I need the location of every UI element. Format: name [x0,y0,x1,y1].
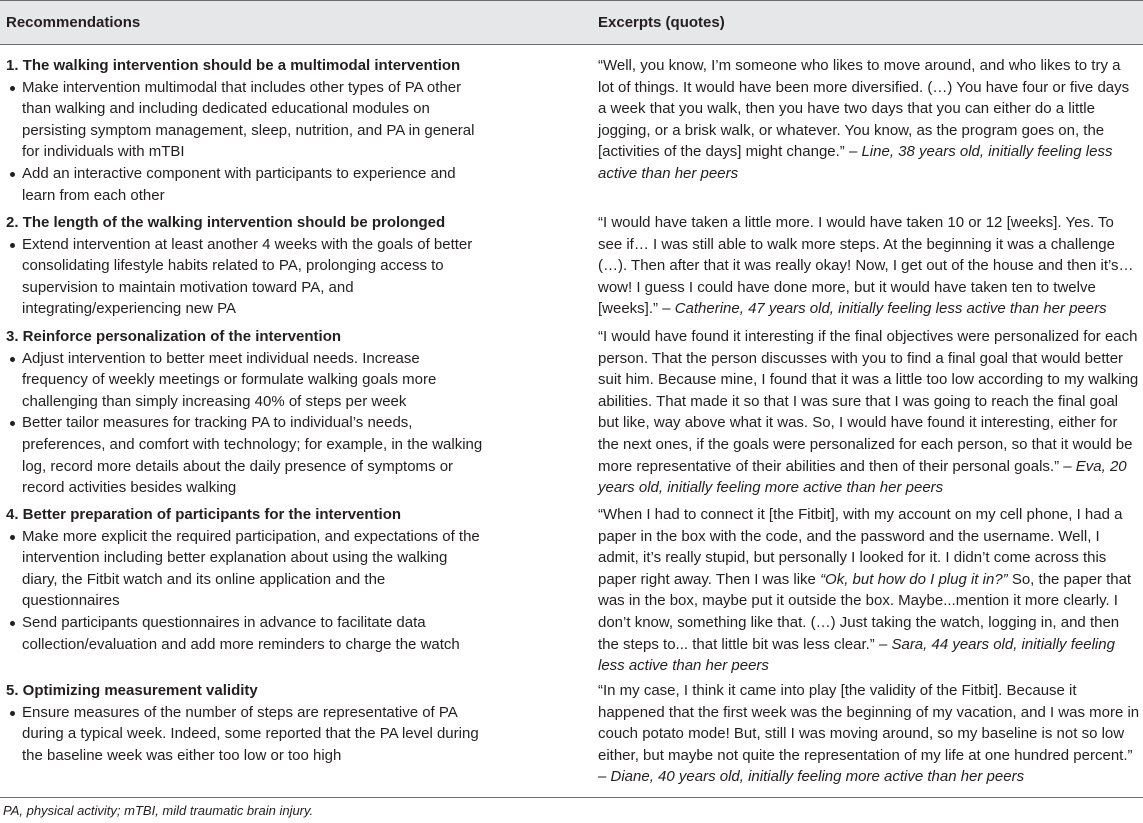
quote-emphasis: “Ok, but how do I plug it in?” [820,570,1008,588]
bullet-icon [10,535,15,540]
recommendation-title: 3. Reinforce personalization of the intervention [6,328,342,345]
recommendation-cell [6,326,486,499]
list-item: Better tailor measures for tracking PA to individual’s needs, preferences, and comfort with technology; for example, in the walking log, record more details about the daily presence of symptoms or record activities besides walking [6,412,486,498]
recommendation-cell [6,55,486,206]
recommendation-title: 2. The length of the walking intervention should be prolonged [6,214,446,231]
table-footnote: PA, physical activity; mTBI, mild traumatic brain injury. [3,803,314,818]
bullet-icon [10,421,15,426]
header-excerpts: Excerpts (quotes) [598,14,725,31]
quote-cell [598,504,1140,677]
quote-text: “Well, you know, I’m someone who likes to move around, and who likes to try a lot of things. It would have been more diversified. (…) You have four or five days a week that you walk, then you have two days that you can either do a little jogging, or a brisk walk, or whatever. You know, as the program goes on, the [activities of the days] might change.” – [598,57,1130,161]
bullet-icon [10,621,15,626]
recommendation-cell [6,212,486,320]
bullet-icon [10,243,15,248]
recommendation-cell [6,504,486,655]
bullet-icon [10,172,15,177]
table-bottom-rule [0,797,1143,798]
table-header [0,0,1143,45]
recommendation-title: 4. Better preparation of participants for the intervention [6,506,402,523]
bullet-icon [10,357,15,362]
quote-text: “In my case, I think it came into play [the validity of the Fitbit]. Because it happened that the first week was the beginning of my vacation, and I was more in couch potato mode! But, still I was moving around, so my baseline is not so low either, but maybe not quite the representation of my life at one hundred percent.” – [598,682,1140,786]
quote-text: “I would have found it interesting if the final objectives were personalized for each person. That the person discusses with you to find a final goal that would better suit him. Because mine, I found that it was a little too low according to my walking abilities. That made it so that I was sure that I was going to reach the final goal but like, way above what it was. So, I would have found it interesting, either for the next ones, if the goals were personalized for each person, so that it would be more representative of their abilities and then of their personal goals.” – [598,328,1139,475]
quote-attribution: Diane, 40 years old, initially feeling more active than her peers [610,768,1025,786]
quote-cell [598,212,1140,320]
quote-attribution: Catherine, 47 years old, initially feeling less active than her peers [674,300,1107,318]
list-item: Extend intervention at least another 4 weeks with the goals of better consolidating lifestyle habits related to PA, prolonging access to supervision to maintain motivation toward PA, and integrating/experiencing new PA [6,234,486,320]
list-item: Adjust intervention to better meet individual needs. Increase frequency of weekly meetings or formulate walking goals more challenging than simply increasing 40% of steps per week [6,348,486,413]
quote-attribution: Eva, 20 years old, initially feeling more active than her peers [598,457,1127,497]
quote-attribution: Sara, 44 years old, initially feeling less active than her peers [598,635,1115,675]
quote-cell [598,55,1140,185]
quote-text-continued: So, the paper that was in the box, maybe put it outside the box. Maybe...mention it more clearly. I don’t know, something like that. (…) Just taking the watch, logging in, and then the steps to... that little bit was less clear.” – [598,570,1132,653]
recommendation-cell [6,680,486,766]
quote-cell [598,326,1140,499]
recommendation-title: 1. The walking intervention should be a multimodal intervention [6,57,461,74]
bullet-icon [10,711,15,716]
list-item: Ensure measures of the number of steps are representative of PA during a typical week. Indeed, some reported that the PA level during the baseline week was either too low or too high [6,702,486,767]
list-item: Make intervention multimodal that includes other types of PA other than walking and including dedicated educational modules on persisting symptom management, sleep, nutrition, and PA in general for individuals with mTBI [6,77,486,163]
list-item: Make more explicit the required participation, and expectations of the intervention including better explanation about using the walking diary, the Fitbit watch and its online application and the questionnaires [6,526,486,612]
list-item: Add an interactive component with participants to experience and learn from each other [6,163,486,206]
quote-cell [598,680,1140,788]
bullet-icon [10,86,15,91]
quote-attribution: Line, 38 years old, initially feeling less active than her peers [598,143,1113,182]
quote-text: “When I had to connect it [the Fitbit], with my account on my cell phone, I had a paper in the box with the code, and the password and the username. Well, I admit, it’s really stupid, but personally I looked for it. I didn’t come across this paper right away. Then I was like [598,506,1123,588]
recommendation-title: 5. Optimizing measurement validity [6,682,258,699]
list-item: Send participants questionnaires in advance to facilitate data collection/evaluation and add more reminders to charge the watch [6,612,486,655]
header-recommendations: Recommendations [6,14,141,31]
quote-text: “I would have taken a little more. I would have taken 10 or 12 [weeks]. Yes. To see if… I was still able to walk more steps. At the beginning it was a challenge (…). Then after that it was really okay! Now, I get out of the house and then it’s… wow! I guess I could have done more, but it would have taken ten to twelve [weeks].” – [598,214,1134,318]
